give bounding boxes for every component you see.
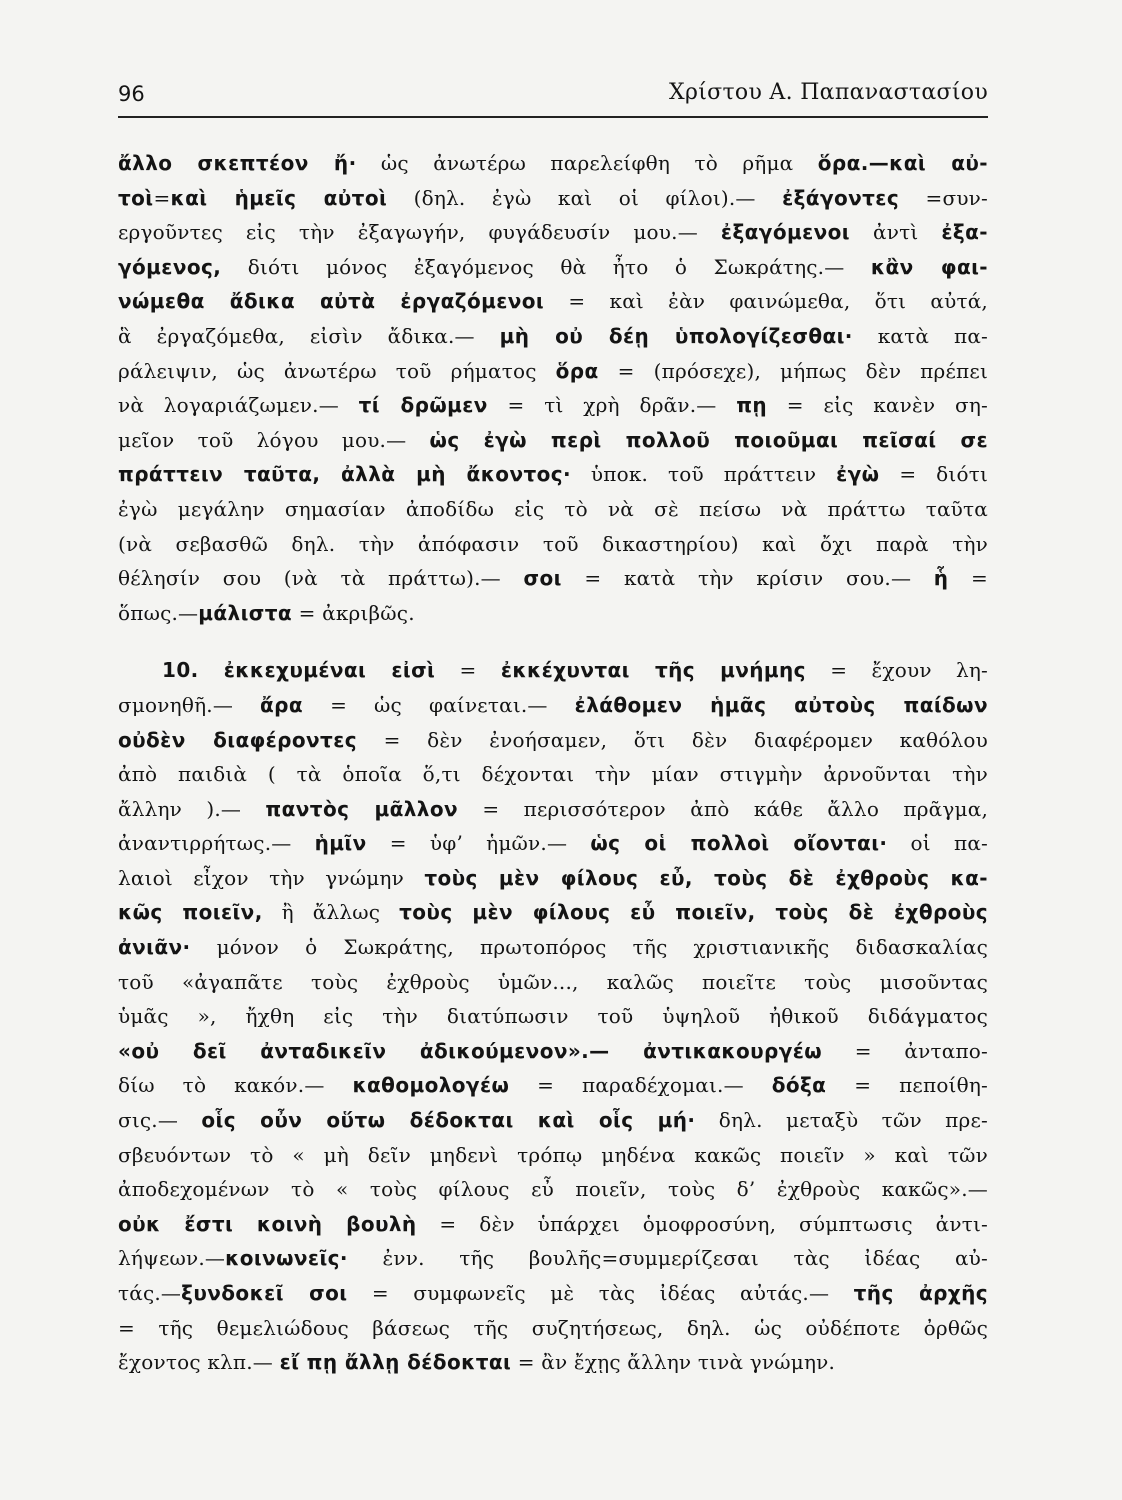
lemma-term: σοι: [523, 566, 562, 591]
gloss-text: = δὲν ὑπάρχει ὁμοφροσύνη, σύμπτωσις ἀντι-: [416, 1211, 988, 1236]
gloss-text: ὑμᾶς », ἤχθη εἰς τὴν διατύπωσιν τοῦ ὑψηλοῦ ἠθικοῦ διδάγματος: [118, 1004, 988, 1029]
lemma-term: ἐλάθομεν ἡμᾶς αὐτοὺς παίδων: [574, 692, 988, 717]
text-line: [118, 492, 988, 527]
gloss-text: σις.—: [118, 1108, 202, 1133]
page-header: [118, 80, 988, 118]
lemma-term: μάλιστα: [198, 600, 293, 625]
gloss-text: = περισσότερον ἀπὸ κάθε ἄλλο πρᾶγμα,: [458, 796, 989, 821]
gloss-text: ράλειψιν, ὡς ἀνωτέρω τοῦ ρήματος: [118, 358, 556, 383]
text-line: [118, 146, 988, 181]
gloss-text: = ἔχουν λη-: [805, 658, 989, 683]
lemma-term: ἐξα-: [941, 220, 988, 245]
text-line: [118, 723, 988, 758]
gloss-text: = τῆς θεμελιώδους βάσεως τῆς συζητήσεως, δηλ. ὡς οὐδέποτε ὀρθῶς: [118, 1315, 988, 1340]
gloss-text: = ἀνταπο-: [822, 1038, 988, 1063]
lemma-term: νώμεθα ἄδικα αὐτὰ ἐργαζόμενοι: [118, 289, 545, 314]
lemma-term: καθομολογέω: [352, 1073, 510, 1098]
text-line: [118, 423, 988, 458]
gloss-text: δίω τὸ κακόν.—: [118, 1073, 353, 1098]
lemma-term: ἐκκέχυνται τῆς μνήμης: [500, 658, 806, 683]
lemma-term: 10. ἐκκεχυμέναι εἰσὶ: [162, 658, 436, 683]
lemma-term: «οὐ δεῖ ἀνταδικεῖν ἀδικούμενον».— ἀντικακουργέω: [118, 1038, 823, 1063]
lemma-term: οἷς οὖν οὕτω δέδοκται καὶ οἷς μή·: [201, 1108, 696, 1133]
gloss-text: = παραδέχομαι.—: [509, 1073, 772, 1098]
lemma-term: ἐγὼ: [836, 462, 880, 487]
gloss-text: = συμφωνεῖς μὲ τὰς ἰδέας αὐτάς.—: [347, 1281, 854, 1305]
gloss-text: τάς.—: [118, 1281, 182, 1305]
commentary-text: [118, 146, 988, 1380]
gloss-text: ἐνν. τῆς βουλῆς=συμμερίζεσαι τὰς ἰδέας αὐ-: [347, 1246, 988, 1271]
text-line: [118, 965, 988, 1000]
lemma-term: τί δρῶμεν: [358, 393, 488, 418]
running-head: Χρίστου Α. Παπαναστασίου: [669, 80, 988, 105]
gloss-text: ἃ ἐργαζόμεθα, εἰσὶν ἄδικα.—: [118, 323, 500, 348]
gloss-text: κατὰ πα-: [852, 323, 989, 348]
gloss-text: = διότι: [879, 462, 989, 487]
lemma-term: οὐδὲν διαφέροντες: [118, 727, 358, 752]
lemma-term: οὐκ ἔστι κοινὴ βουλὴ: [118, 1211, 417, 1236]
text-line: [118, 457, 988, 492]
lemma-term: δόξα: [771, 1073, 827, 1098]
gloss-text: ἀναντιρρήτως.—: [118, 831, 315, 856]
text-line: [118, 1345, 988, 1380]
gloss-text: διότι μόνος ἐξαγόμενος θὰ ἦτο ὁ Σωκράτης.—: [221, 254, 871, 279]
text-line: [118, 284, 988, 319]
gloss-text: νὰ λογαριάζωμεν.—: [118, 393, 359, 418]
gloss-text: = δὲν ἐνοήσαμεν, ὅτι δὲν διαφέρομεν καθόλου: [357, 727, 988, 752]
gloss-text: = καὶ ἐὰν φαινώμεθα, ὅτι αὐτά,: [544, 289, 988, 314]
gloss-text: ἢ ἄλλως: [262, 900, 400, 925]
text-line: [118, 757, 988, 792]
text-line: [118, 1068, 988, 1103]
text-line: [118, 319, 988, 354]
gloss-text: ἀπὸ παιδιὰ ( τὰ ὁποῖα ὅ,τι δέχονται τὴν μίαν στιγμὴν ἀρνοῦνται τὴν: [118, 762, 988, 787]
gloss-text: μεῖον τοῦ λόγου μου.—: [118, 427, 430, 452]
lemma-term: καὶ ἡμεῖς αὐτοὶ: [170, 185, 388, 210]
gloss-text: ὅπως.—: [118, 600, 199, 625]
text-line: [118, 930, 988, 965]
gloss-text: μόνον ὁ Σωκράτης, πρωτοπόρος τῆς χριστιανικῆς διδασκαλίας: [190, 935, 988, 960]
gloss-text: = ἀκριβῶς.: [292, 600, 415, 625]
lemma-term: ὡς οἱ πολλοὶ οἴονται·: [590, 831, 888, 856]
gloss-text: = τὶ χρὴ δρᾶν.—: [487, 393, 737, 418]
text-line: [118, 1311, 988, 1346]
gloss-text: ἀποδεχομένων τὸ « τοὺς φίλους εὖ ποιεῖν, τοὺς δ’ ἐχθροὺς κακῶς».—: [118, 1177, 988, 1202]
lemma-term: μὴ οὐ δέῃ ὑπολογίζεσθαι·: [499, 323, 853, 348]
gloss-text: οἱ πα-: [887, 831, 988, 856]
text-line: [118, 1241, 988, 1276]
gloss-text: ἐγὼ μεγάλην σημασίαν ἀποδίδω εἰς τὸ νὰ σὲ πείσω νὰ πράττω ταῦτα: [118, 496, 988, 521]
lemma-term: πῃ: [736, 393, 768, 418]
lemma-term: παντὸς μᾶλλον: [265, 796, 459, 821]
text-line: [118, 596, 988, 631]
page-number: 96: [118, 82, 145, 106]
lemma-term: τοὺς μὲν φίλους εὖ, τοὺς δὲ ἐχθροὺς κα-: [424, 865, 988, 890]
text-line: [118, 1034, 988, 1069]
lemma-term: ὅρα: [555, 358, 599, 383]
gloss-text: λαιοὶ εἶχον τὴν γνώμην: [118, 865, 425, 890]
text-line: [118, 215, 988, 250]
gloss-text: = πεποίθη-: [826, 1073, 988, 1098]
lemma-term: τοὺς μὲν φίλους εὖ ποιεῖν, τοὺς δὲ ἐχθροὺς: [399, 900, 988, 925]
text-line: [118, 688, 988, 723]
lemma-term: κῶς ποιεῖν,: [118, 900, 263, 925]
text-line: [118, 895, 988, 930]
gloss-text: λήψεων.—: [118, 1246, 226, 1271]
gloss-text: (δηλ. ἐγὼ καὶ οἱ φίλοι).—: [387, 185, 783, 210]
lemma-term: ἡμῖν: [314, 831, 367, 856]
lemma-term: κοινωνεῖς·: [225, 1246, 348, 1271]
text-line: [118, 1207, 988, 1242]
gloss-text: εργοῦντες εἰς τὴν ἐξαγωγήν, φυγάδευσίν μου.—: [118, 220, 721, 245]
text-line: [118, 388, 988, 423]
lemma-term: πράττειν ταῦτα, ἀλλὰ μὴ ἄκοντος·: [118, 462, 572, 487]
gloss-text: = κατὰ τὴν κρίσιν σου.—: [561, 566, 934, 591]
gloss-text: =: [435, 658, 501, 683]
text-line: [118, 250, 988, 285]
paragraph-gap: [118, 630, 988, 653]
gloss-text: =: [153, 185, 171, 210]
lemma-term: εἴ πῃ ἄλλῃ δέδοκται: [279, 1350, 512, 1375]
text-line: [118, 653, 988, 688]
gloss-text: ἔχοντος κλπ.—: [118, 1350, 280, 1375]
lemma-term: ἧ: [933, 566, 949, 591]
gloss-text: = εἰς κανὲν ση-: [767, 393, 988, 418]
lemma-term: ξυνδοκεῖ σοι: [181, 1281, 348, 1305]
lemma-term: γόμενος,: [118, 254, 222, 279]
lemma-term: ἀνιᾶν·: [118, 935, 191, 960]
gloss-text: ἀντὶ: [849, 220, 942, 245]
gloss-text: = ὑφ’ ἡμῶν.—: [366, 831, 591, 856]
text-line: [118, 826, 988, 861]
text-line: [118, 792, 988, 827]
gloss-text: ὑποκ. τοῦ πράττειν: [571, 462, 837, 487]
lemma-term: ὅρα.—καὶ αὐ-: [817, 151, 988, 175]
gloss-text: ἄλλην ).—: [118, 796, 266, 821]
gloss-text: ὡς ἀνωτέρω παρελείφθη τὸ ρῆμα: [356, 151, 818, 175]
gloss-text: =: [948, 566, 988, 591]
text-line: [118, 999, 988, 1034]
lemma-term: κἂν φαι-: [870, 254, 988, 279]
text-line: [118, 181, 988, 216]
gloss-text: σμονηθῆ.—: [118, 692, 261, 717]
lemma-term: ὡς ἐγὼ περὶ πολλοῦ ποιοῦμαι πεῖσαί σε: [429, 427, 988, 452]
gloss-text: σβευόντων τὸ « μὴ δεῖν μηδενὶ τρόπῳ μηδένα κακῶς ποιεῖν » καὶ τῶν: [118, 1142, 988, 1167]
gloss-text: (νὰ σεβασθῶ δηλ. τὴν ἀπόφασιν τοῦ δικαστηρίου) καὶ ὄχι παρὰ τὴν: [118, 531, 988, 556]
text-line: [118, 354, 988, 389]
gloss-text: = (πρόσεχε), μήπως δὲν πρέπει: [598, 358, 988, 383]
gloss-text: = ἂν ἔχῃς ἄλλην τινὰ γνώμην.: [511, 1350, 836, 1375]
lemma-term: τῆς ἀρχῆς: [853, 1281, 988, 1305]
gloss-text: = ὡς φαίνεται.—: [303, 692, 575, 717]
text-line: [118, 1276, 988, 1311]
text-line: [118, 1172, 988, 1207]
lemma-term: ἄρα: [260, 692, 304, 717]
text-line: [118, 861, 988, 896]
text-line: [118, 1103, 988, 1138]
lemma-term: τοὶ: [118, 185, 154, 210]
text-line: [118, 561, 988, 596]
text-line: [118, 527, 988, 562]
gloss-text: =συν-: [899, 185, 989, 210]
lemma-term: ἐξαγόμενοι: [720, 220, 850, 245]
gloss-text: τοῦ «ἀγαπᾶτε τοὺς ἐχθροὺς ὑμῶν..., καλῶς ποιεῖτε τοὺς μισοῦντας: [118, 969, 988, 994]
text-line: [118, 1138, 988, 1173]
gloss-text: δηλ. μεταξὺ τῶν πρε-: [695, 1108, 989, 1133]
gloss-text: θέλησίν σου (νὰ τὰ πράττω).—: [118, 566, 524, 591]
lemma-term: ἐξάγοντες: [782, 185, 900, 210]
lemma-term: ἄλλο σκεπτέον ἤ·: [118, 151, 357, 175]
